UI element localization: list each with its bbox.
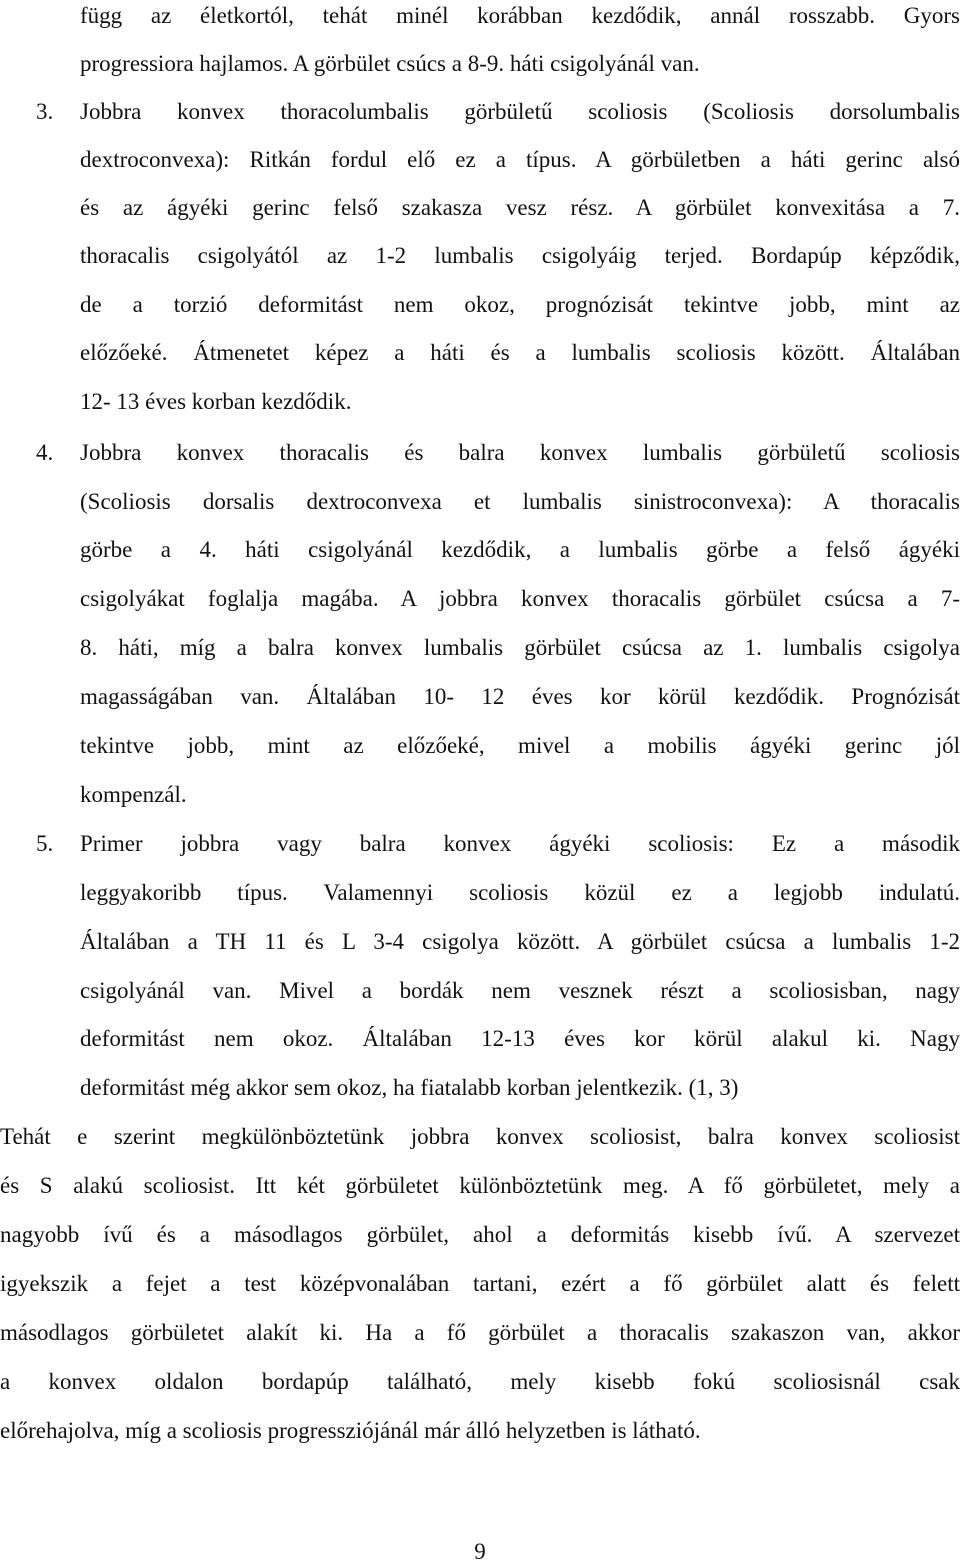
text-line: leggyakoribb típus. Valamennyi scoliosis közül ez a legjobb indulatú.	[80, 880, 960, 905]
text-line: Primer jobbra vagy balra konvex ágyéki scoliosis: Ez a második	[80, 831, 960, 856]
page-number: 9	[474, 1539, 486, 1564]
list-number: 3.	[36, 99, 54, 124]
text-line: Tehát e szerint megkülönböztetünk jobbra konvex scoliosist, balra konvex scoliosist	[0, 1124, 960, 1149]
text-line: másodlagos görbületet alakít ki. Ha a fő görbület a thoracalis szakaszon van, akkor	[0, 1320, 960, 1345]
list-number: 5.	[36, 831, 54, 856]
text-line: csigolyánál van. Mivel a bordák nem vesznek részt a scoliosisban, nagy	[80, 978, 960, 1003]
text-line: 12- 13 éves korban kezdődik.	[80, 389, 352, 414]
text-line: görbe a 4. háti csigolyánál kezdődik, a lumbalis görbe a felső ágyéki	[80, 537, 960, 562]
text-line: előzőeké. Átmenetet képez a háti és a lumbalis scoliosis között. Általában	[80, 340, 960, 365]
text-line: igyekszik a fejet a test középvonalában tartani, ezért a fő görbület alatt és felett	[0, 1271, 960, 1296]
text-line: Általában a TH 11 és L 3-4 csigolya között. A görbület csúcsa a lumbalis 1-2	[80, 929, 960, 954]
text-line: Jobbra konvex thoracalis és balra konvex lumbalis görbületű scoliosis	[80, 440, 960, 465]
text-line: Jobbra konvex thoracolumbalis görbületű scoliosis (Scoliosis dorsolumbalis	[80, 99, 960, 124]
text-line: (Scoliosis dorsalis dextroconvexa et lumbalis sinistroconvexa): A thoracalis	[80, 489, 960, 514]
text-line: dextroconvexa): Ritkán fordul elő ez a típus. A görbületben a háti gerinc alsó	[80, 147, 960, 172]
text-line: a konvex oldalon bordapúp található, mely kisebb fokú scoliosisnál csak	[0, 1369, 960, 1394]
text-line: és S alakú scoliosist. Itt két görbületet különböztetünk meg. A fő görbületet, mely a	[0, 1173, 960, 1198]
text-line: nagyobb ívű és a másodlagos görbület, ahol a deformitás kisebb ívű. A szervezet	[0, 1222, 960, 1247]
text-line: függ az életkortól, tehát minél korábban kezdődik, annál rosszabb. Gyors	[80, 3, 960, 28]
text-line: csigolyákat foglalja magába. A jobbra konvex thoracalis görbület csúcsa a 7-	[80, 586, 960, 611]
list-number: 4.	[36, 440, 54, 465]
text-line: 8. háti, míg a balra konvex lumbalis görbület csúcsa az 1. lumbalis csigolya	[80, 635, 960, 660]
text-line: deformitást még akkor sem okoz, ha fiatalabb korban jelentkezik. (1, 3)	[80, 1075, 739, 1100]
text-line: tekintve jobb, mint az előzőeké, mivel a mobilis ágyéki gerinc jól	[80, 733, 960, 758]
text-line: előrehajolva, míg a scoliosis progressziójánál már álló helyzetben is látható.	[0, 1418, 701, 1443]
text-line: magasságában van. Általában 10- 12 éves kor körül kezdődik. Prognózisát	[80, 684, 960, 709]
text-line: thoracalis csigolyától az 1-2 lumbalis csigolyáig terjed. Bordapúp képződik,	[80, 243, 960, 268]
text-line: kompenzál.	[80, 782, 187, 807]
text-line: és az ágyéki gerinc felső szakasza vesz rész. A görbület konvexitása a 7.	[80, 195, 960, 220]
text-line: progressiora hajlamos. A görbület csúcs a 8-9. háti csigolyánál van.	[80, 51, 700, 76]
text-line: deformitást nem okoz. Általában 12-13 éves kor körül alakul ki. Nagy	[80, 1026, 960, 1051]
text-line: de a torzió deformitást nem okoz, prognózisát tekintve jobb, mint az	[80, 292, 960, 317]
